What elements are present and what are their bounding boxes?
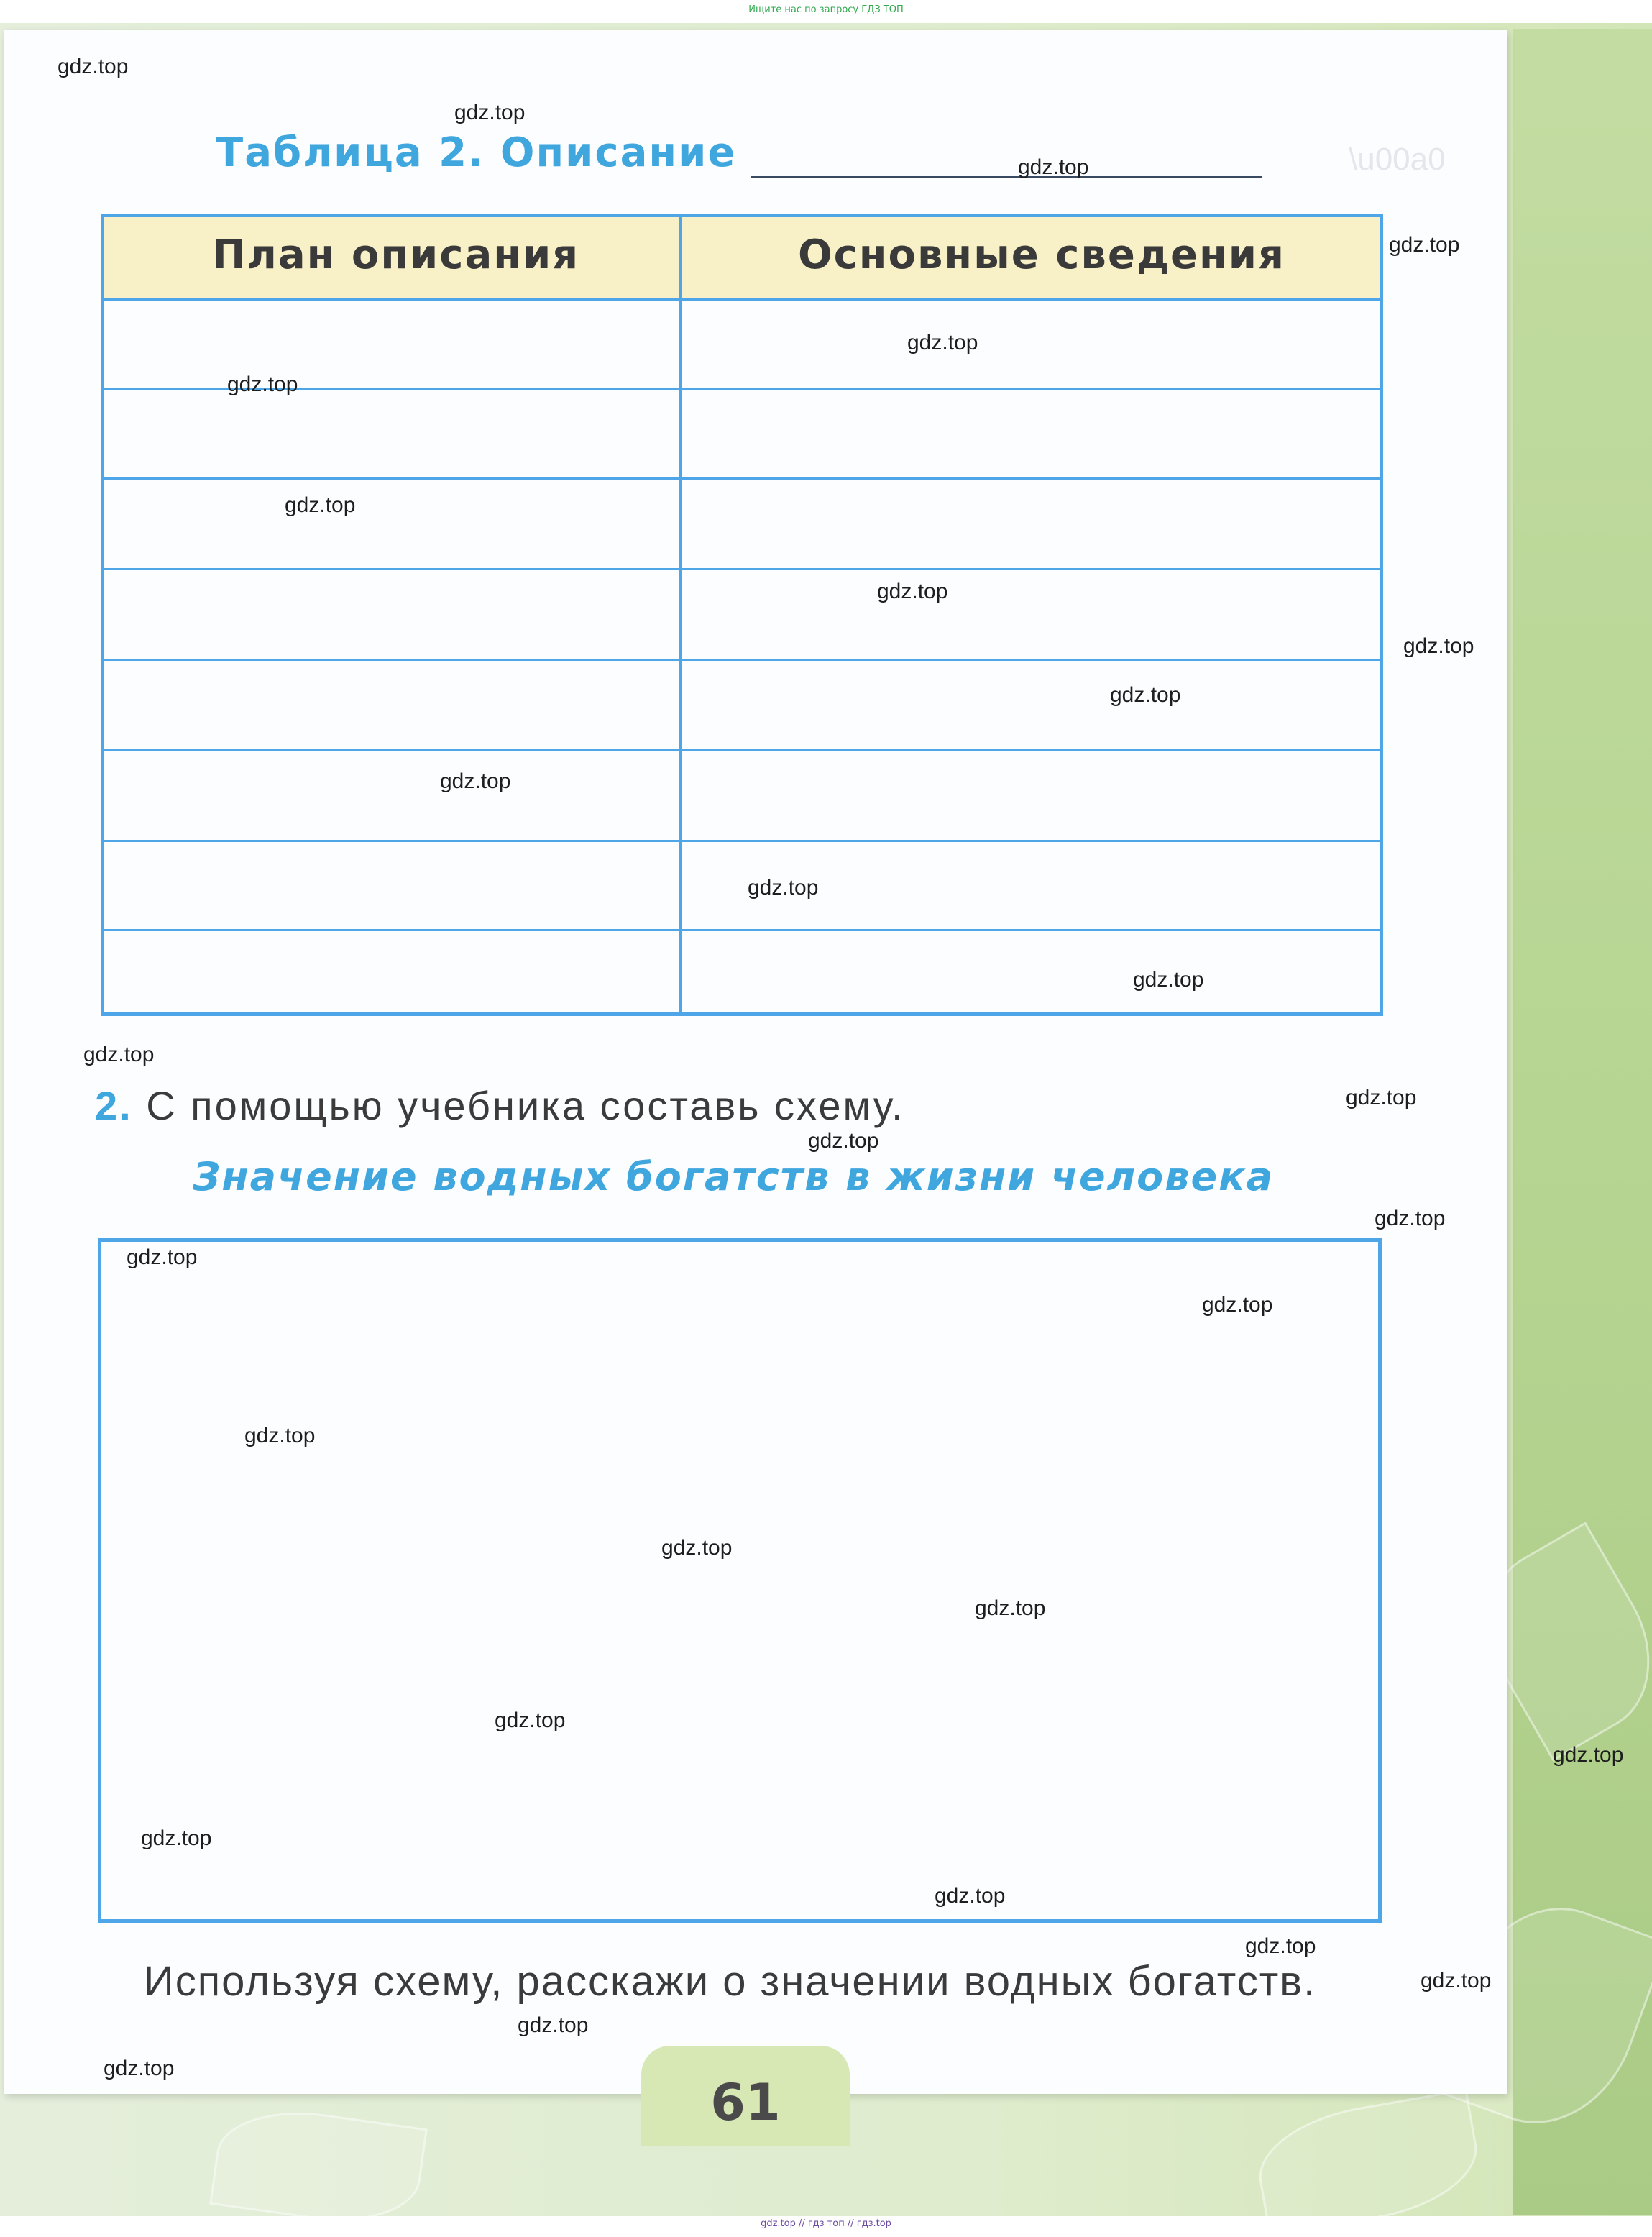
scheme-title: Значение водных богатств в жизни человека [193, 1154, 1275, 1199]
task-number: 2. [95, 1083, 133, 1128]
watermark: gdz.top [1110, 683, 1181, 707]
row-divider [104, 749, 1380, 751]
top-banner: Ищите нас по запросу ГДЗ ТОП [748, 4, 904, 15]
watermark: gdz.top [1389, 233, 1460, 257]
watermark: gdz.top [1018, 155, 1089, 179]
watermark: gdz.top [1346, 1086, 1417, 1110]
watermark: gdz.top [244, 1424, 316, 1447]
show-through-text: \u00a0 [1349, 142, 1446, 177]
green-side-band [1513, 29, 1652, 2215]
scheme-answer-box [98, 1238, 1382, 1923]
row-divider [104, 568, 1380, 570]
watermark: gdz.top [1403, 634, 1474, 658]
header-info: Основные сведения [798, 232, 1285, 278]
watermark: gdz.top [1375, 1207, 1446, 1230]
header-plan: План описания [212, 232, 580, 278]
watermark: gdz.top [661, 1536, 733, 1560]
row-divider [104, 477, 1380, 480]
watermark: gdz.top [285, 493, 356, 517]
watermark: gdz.top [104, 2057, 175, 2080]
watermark: gdz.top [877, 580, 948, 603]
watermark: gdz.top [1245, 1934, 1316, 1958]
watermark: gdz.top [83, 1043, 155, 1066]
title-underline [751, 176, 1262, 178]
watermark: gdz.top [907, 331, 978, 354]
bottom-banner: gdz.top // гдз топ // гдз.top [761, 2218, 891, 2229]
watermark: gdz.top [748, 876, 819, 900]
watermark: gdz.top [518, 2013, 589, 2037]
watermark: gdz.top [58, 55, 129, 78]
watermark: gdz.top [1553, 1743, 1624, 1767]
task-2 [95, 1082, 905, 1129]
column-divider [679, 217, 682, 1012]
watermark: gdz.top [454, 101, 526, 124]
watermark: gdz.top [227, 372, 298, 396]
watermark: gdz.top [975, 1596, 1046, 1620]
task-text: С помощью учебника составь схему. [146, 1083, 905, 1128]
row-divider [104, 840, 1380, 842]
footer-instruction: Используя схему, расскажи о значении водных богатств. [144, 1958, 1317, 2005]
watermark: gdz.top [935, 1884, 1006, 1908]
watermark: gdz.top [808, 1129, 879, 1153]
row-divider [104, 929, 1380, 931]
row-divider [104, 659, 1380, 661]
watermark: gdz.top [141, 1826, 212, 1850]
watermark: gdz.top [1133, 968, 1204, 992]
watermark: gdz.top [1421, 1969, 1492, 1993]
watermark: gdz.top [1202, 1293, 1273, 1317]
watermark: gdz.top [127, 1245, 198, 1269]
description-table [101, 214, 1383, 1016]
watermark: gdz.top [495, 1708, 566, 1732]
table-title: Таблица 2. Описание [216, 129, 737, 176]
watermark: gdz.top [440, 769, 511, 793]
page-number-tab [641, 2046, 850, 2146]
page-number: 61 [710, 2073, 781, 2132]
table-header [104, 217, 1380, 301]
